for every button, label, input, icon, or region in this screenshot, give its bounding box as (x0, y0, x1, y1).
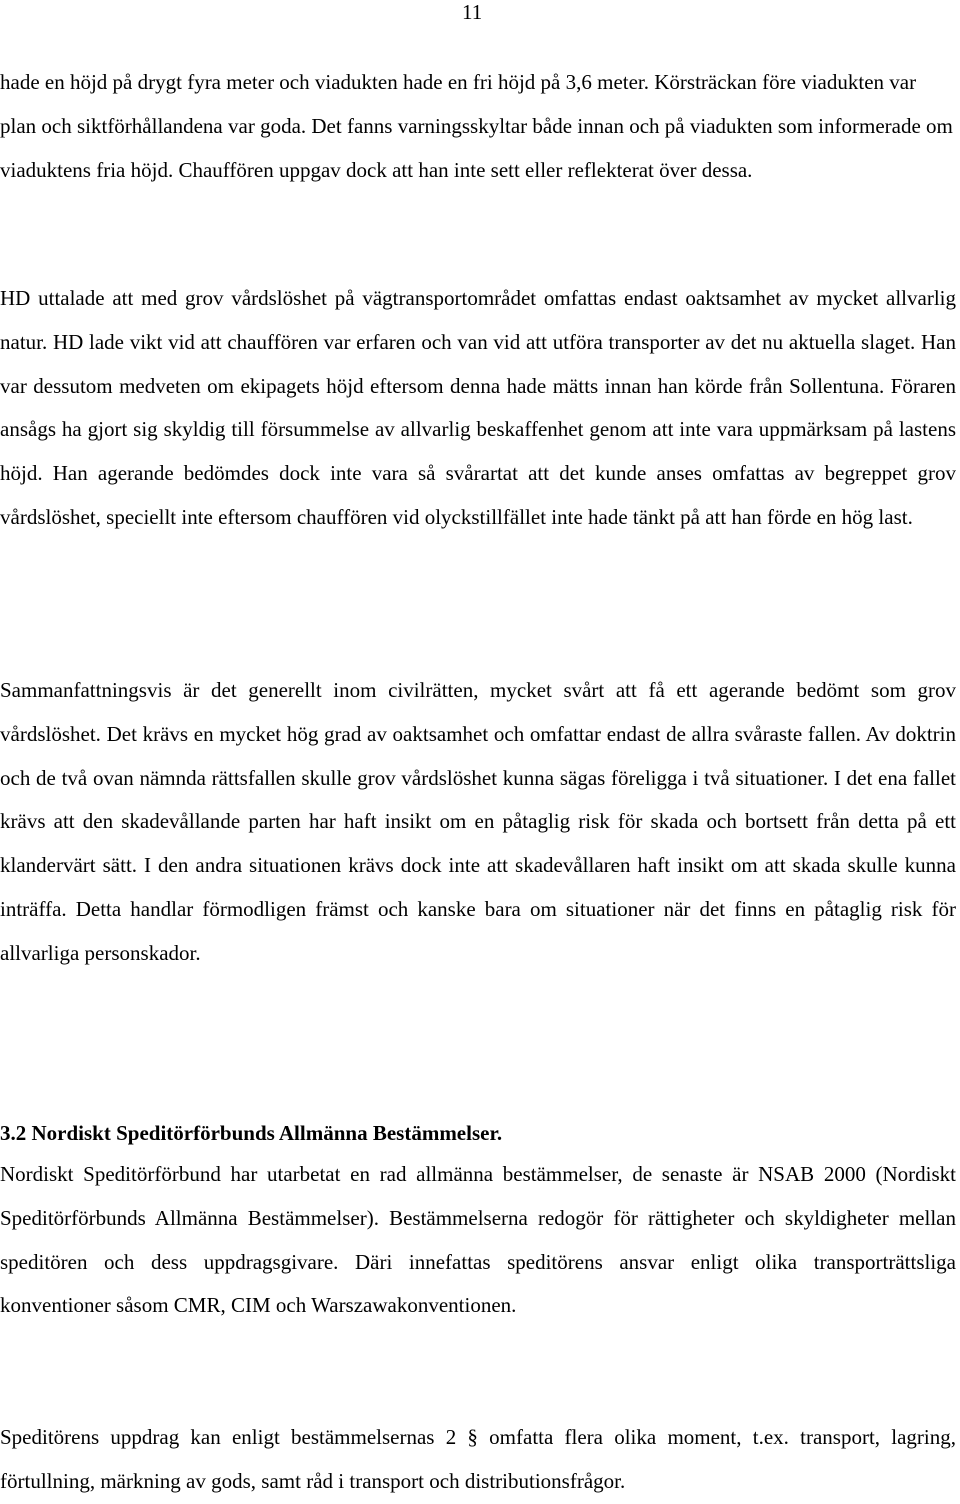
page-number: 11 (462, 0, 483, 24)
paragraph-speditor-assignment: Speditörens uppdrag kan enligt bestämmelsernas 2 § omfatta flera olika moment, t.ex. transport, lagring, förtullning, märkning av gods, samt råd i transport och distributionsfrågor. (0, 1425, 956, 1493)
paragraph-summary: Sammanfattningsvis är det generellt inom civilrätten, mycket svårt att få ett agerande bedömt som grov vårdslöshet. Det krävs en mycket hög grad av oaktsamhet och omfattar endast de allra svåraste fallen. Av doktrin och de två ovan nämnda rättsfallen skulle grov vårdslöshet kunna sägas föreligga i två situationer. I det ena fallet krävs att den skadevållande parten har haft insikt om en påtaglig risk för skada och bortsett från detta på ett klandervärt sätt. I den andra situationen krävs dock inte att skadevållaren haft insikt om att skada skulle kunna inträffa. Detta handlar förmodligen främst och kanske bara om situationer när det finns en påtaglig risk för allvarliga personskador. (0, 678, 956, 965)
section-heading: 3.2 Nordiskt Speditörförbunds Allmänna Bestämmelser. (0, 1121, 503, 1145)
paragraph-nsab-intro: Nordiskt Speditörförbund har utarbetat en rad allmänna bestämmelser, de senaste är NSAB 2000 (Nordiskt Speditörförbunds Allmänna Bestämmelser). Bestämmelserna redogör för rättigheter och skyldigheter mellan speditören och dess uppdragsgivare. Däri innefattas speditörens ansvar enligt olika transporträttsliga konventioner såsom CMR, CIM och Warszawakonventionen. (0, 1162, 956, 1318)
paragraph-viaduct-facts: hade en höjd på drygt fyra meter och viadukten hade en fri höjd på 3,6 meter. Körsträckan före viadukten var plan och siktförhållandena var goda. Det fanns varningsskyltar både innan och på viadukten som informerade om viaduktens fria höjd. Chauffören uppgav dock att han inte sett eller reflekterat över dessa. (0, 70, 953, 182)
paragraph-hd-ruling: HD uttalade att med grov vårdslöshet på vägtransportområdet omfattas endast oaktsamhet av mycket allvarlig natur. HD lade vikt vid att chauffören var erfaren och van vid att utföra transporter av det nu aktuella slaget. Han var dessutom medveten om ekipagets höjd eftersom denna hade mätts innan han körde från Sollentuna. Föraren ansågs ha gjort sig skyldig till försummelse av allvarlig beskaffenhet genom att inte vara uppmärksam på lastens höjd. Han agerande bedömdes dock inte vara så svårartat att det kunde anses omfattas av begreppet grov vårdslöshet, speciellt inte eftersom chauffören vid olyckstillfället inte hade tänkt på att han förde en hög last. (0, 286, 956, 529)
